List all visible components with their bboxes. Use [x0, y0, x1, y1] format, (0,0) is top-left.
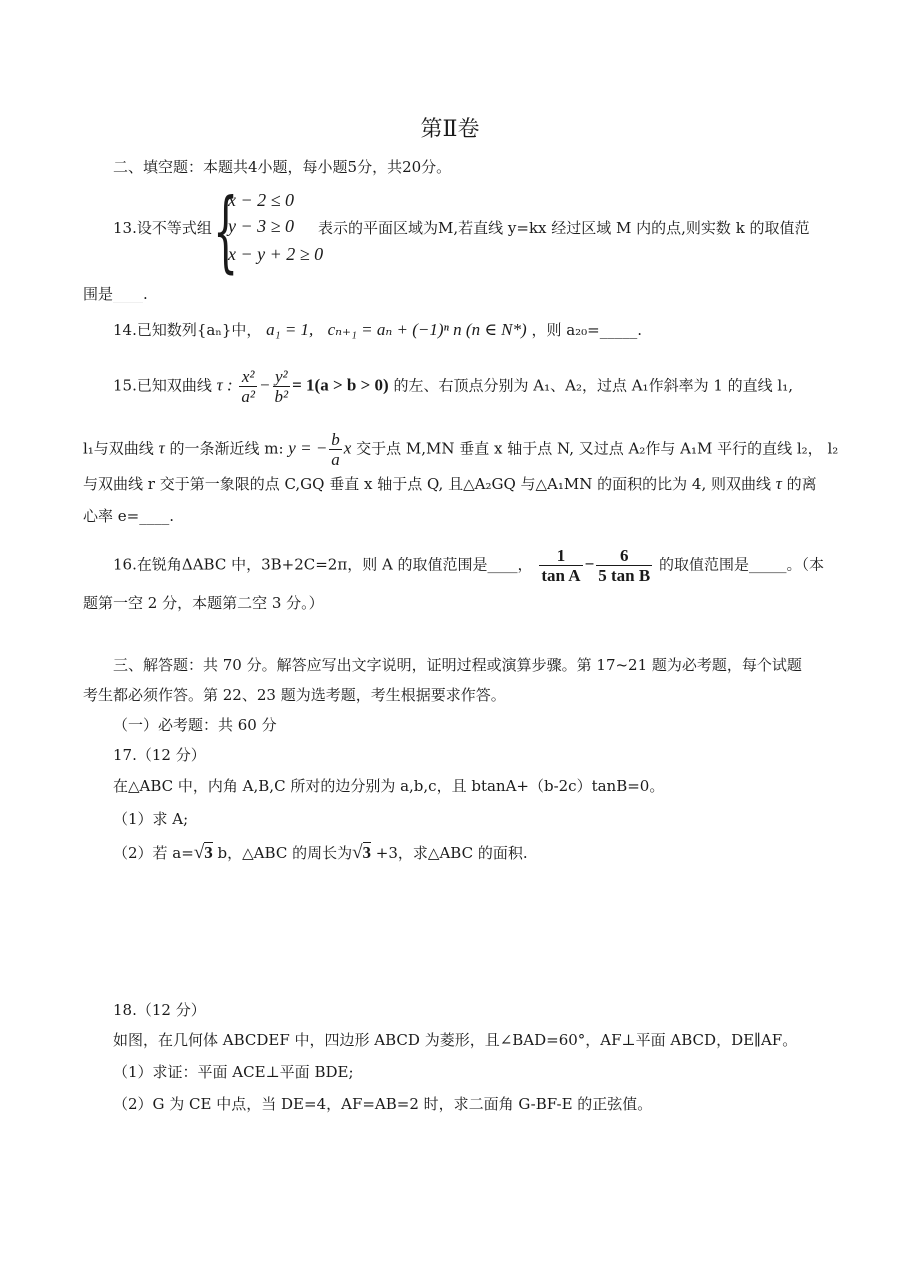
fraction-b-a: $\frac{b}{a}$	[331, 430, 340, 469]
required-questions-header: （一）必考题：共 60 分	[113, 716, 277, 734]
question-15-line1: 15.已知双曲线 τ : $\frac{\text{x²}}{\text{a²}}$ − $\frac{\text{y²}}{\text{b²}}$ = 1(a > b > 0) 的左、右顶点分别为 A₁、A₂，过点 A₁作斜率为 1 的直线 l₁,	[113, 367, 794, 406]
question-13-label: 13.设不等式组	[113, 219, 212, 237]
answer-blank: ____	[113, 285, 144, 303]
question-17-part1: （1）求 A;	[113, 810, 189, 828]
question-18-stem: 如图，在几何体 ABCDEF 中，四边形 ABCD 为菱形，且∠BAD=60°，AF⊥平面 ABCD，DE∥AF。	[113, 1031, 798, 1049]
inequality-1: x − 2 ≤ 0	[228, 190, 295, 210]
question-16-line1: 16.在锐角ΔABC 中，3B+2C=2π，则 A 的取值范围是____， $\frac{1}{\text{tan A}}$ − $\frac{6}{\text{5 tan B}}$ 的取值范围是_____。（本	[113, 546, 825, 585]
fraction-1-tanA: $\frac{1}{\text{tan A}}$	[541, 546, 581, 585]
question-18-header: 18.（12 分）	[113, 1001, 206, 1019]
section-title: 第Ⅱ卷	[420, 117, 480, 142]
question-15-line3: 与双曲线 r 交于第一象限的点 C,GQ 垂直 x 轴于点 Q, 且△A₂GQ 与△A₁MN 的面积的比为 4, 则双曲线 τ 的离	[83, 474, 817, 493]
sqrt-symbol: √	[193, 842, 205, 863]
question-14: 14.已知数列{aₙ}中， a₁ = 1, cₙ₊₁ = aₙ + (−1)ⁿ n (n ∈ N*) ，则 a₂₀=_____.	[113, 320, 643, 339]
fraction-6-5tanB: $\frac{6}{\text{5 tan B}}$	[598, 546, 651, 585]
question-18-part2: （2）G 为 CE 中点，当 DE=4，AF=AB=2 时，求二面角 G-BF-E 的正弦值。	[113, 1095, 653, 1113]
question-15-line4: 心率 e=____.	[83, 507, 174, 525]
question-18-part1: （1）求证：平面 ACE⊥平面 BDE;	[113, 1063, 354, 1081]
recurrence-relation: cₙ₊₁ = aₙ + (−1)ⁿ n (n ∈ N*)	[327, 320, 527, 339]
question-17-stem: 在△ABC 中，内角 A,B,C 所对的边分别为 a,b,c，且 btanA+（b-2c）tanB=0。	[113, 777, 665, 795]
question-17-header: 17.（12 分）	[113, 746, 206, 764]
fraction-x2-a2: $\frac{\text{x²}}{\text{a²}}$	[241, 367, 256, 406]
answer-section-line2: 考生都必须作答。第 22、23 题为选考题，考生根据要求作答。	[83, 686, 506, 704]
answer-section-line1: 三、解答题：共 70 分。解答应写出文字说明，证明过程或演算步骤。第 17~21 题为必考题，每个试题	[113, 656, 802, 674]
question-13-text: 表示的平面区域为M,若直线 y=kx 经过区域 M 内的点,则实数 k 的取值范	[318, 219, 810, 237]
question-17-part2: （2）若 a=√3 b，△ABC 的周长为√3 +3，求△ABC 的面积.	[113, 842, 528, 863]
system-brace: {	[213, 179, 239, 282]
question-13-line2: 围是____.	[83, 285, 148, 303]
fraction-y2-b2: $\frac{\text{y²}}{\text{b²}}$	[274, 367, 289, 406]
question-16-line2: 题第一空 2 分，本题第二空 3 分。）	[83, 594, 324, 612]
inequality-3: x − y + 2 ≥ 0	[228, 244, 324, 264]
question-15-line2: l₁与双曲线 τ 的一条渐近线 m: y = − $\frac{b}{a}$ x 交于点 M,MN 垂直 x 轴于点 N, 又过点 A₂作与 A₁M 平行的直线 l₂， l₂	[83, 430, 839, 469]
initial-term: a₁ = 1,	[266, 320, 314, 339]
inequality-2: y − 3 ≥ 0	[228, 216, 295, 236]
fill-in-section-header: 二、填空题：本题共4小题，每小题5分，共20分。	[113, 158, 452, 176]
